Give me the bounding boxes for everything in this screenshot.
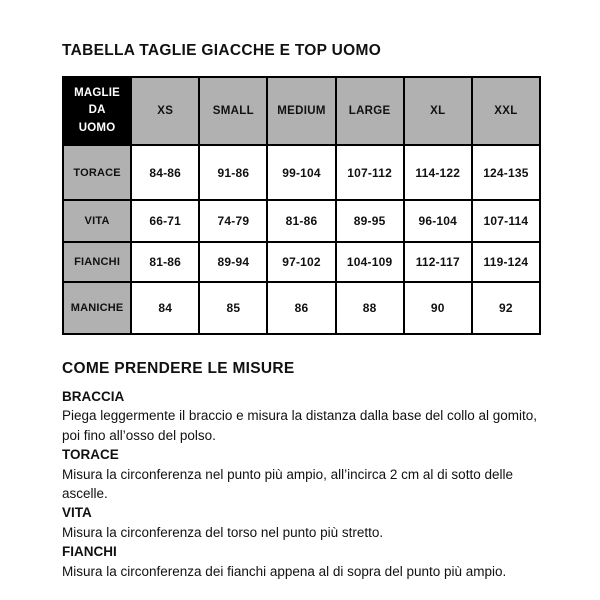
- cell-fianchi-large: 104-109: [336, 242, 404, 282]
- table-row-torace: [63, 145, 540, 200]
- size-column-xl: XL: [404, 77, 472, 145]
- table-row-vita: [63, 200, 540, 242]
- row-label-vita: VITA: [63, 200, 131, 242]
- instruction-heading-braccia: BRACCIA: [62, 389, 125, 404]
- size-column-large: LARGE: [336, 77, 404, 145]
- size-column-xxl: XXL: [472, 77, 540, 145]
- cell-torace-xs: 84-86: [131, 145, 199, 200]
- instruction-text-fianchi: Misura la circonferenza dei fianchi appena al di sopra del punto più ampio.: [62, 563, 507, 579]
- table-row-maniche: [63, 282, 540, 334]
- cell-maniche-small: 85: [199, 282, 267, 334]
- page-title: TABELLA TAGLIE GIACCHE E TOP UOMO: [62, 42, 382, 59]
- cell-vita-medium: 81-86: [267, 200, 335, 242]
- measure-section-title: COME PRENDERE LE MISURE: [62, 360, 295, 377]
- cell-torace-large: 107-112: [336, 145, 404, 200]
- cell-vita-large: 89-95: [336, 200, 404, 242]
- cell-fianchi-xl: 112-117: [404, 242, 472, 282]
- cell-vita-xl: 96-104: [404, 200, 472, 242]
- cell-vita-xxl: 107-114: [472, 200, 540, 242]
- cell-torace-medium: 99-104: [267, 145, 335, 200]
- cell-maniche-large: 88: [336, 282, 404, 334]
- cell-vita-xs: 66-71: [131, 200, 199, 242]
- instruction-heading-vita: VITA: [62, 505, 92, 521]
- size-column-xs: XS: [131, 77, 199, 145]
- cell-fianchi-xxl: 119-124: [472, 242, 540, 282]
- measure-instructions: [62, 387, 544, 581]
- instruction-text-braccia: Piega leggermente il braccio e misura la distanza dalla base del collo al gomito, poi fino all’osso del polso.: [62, 408, 538, 443]
- size-column-medium: MEDIUM: [267, 77, 335, 145]
- cell-torace-xl: 114-122: [404, 145, 472, 200]
- cell-maniche-xs: 84: [131, 282, 199, 334]
- row-label-fianchi: FIANCHI: [63, 242, 131, 282]
- cell-maniche-xl: 90: [404, 282, 472, 334]
- cell-torace-small: 91-86: [199, 145, 267, 200]
- cell-fianchi-xs: 81-86: [131, 242, 199, 282]
- instruction-heading-fianchi: FIANCHI: [62, 544, 117, 560]
- row-label-maniche: MANICHE: [63, 282, 131, 334]
- size-column-small: SMALL: [199, 77, 267, 145]
- instruction-heading-torace: TORACE: [62, 447, 119, 463]
- instruction-text-torace: Misura la circonferenza nel punto più ampio, all’incirca 2 cm al di sotto delle ascelle.: [62, 466, 513, 502]
- size-table-header-row: [63, 77, 540, 145]
- size-table: [62, 76, 541, 335]
- cell-torace-xxl: 124-135: [472, 145, 540, 200]
- instruction-text-vita: Misura la circonferenza del torso nel punto più stretto.: [62, 524, 384, 540]
- cell-maniche-medium: 86: [267, 282, 335, 334]
- size-table-corner-cell: MAGLIE DA UOMO: [63, 77, 131, 145]
- cell-fianchi-small: 89-94: [199, 242, 267, 282]
- cell-maniche-xxl: 92: [472, 282, 540, 334]
- cell-fianchi-medium: 97-102: [267, 242, 335, 282]
- table-row-fianchi: [63, 242, 540, 282]
- row-label-torace: TORACE: [63, 145, 131, 200]
- cell-vita-small: 74-79: [199, 200, 267, 242]
